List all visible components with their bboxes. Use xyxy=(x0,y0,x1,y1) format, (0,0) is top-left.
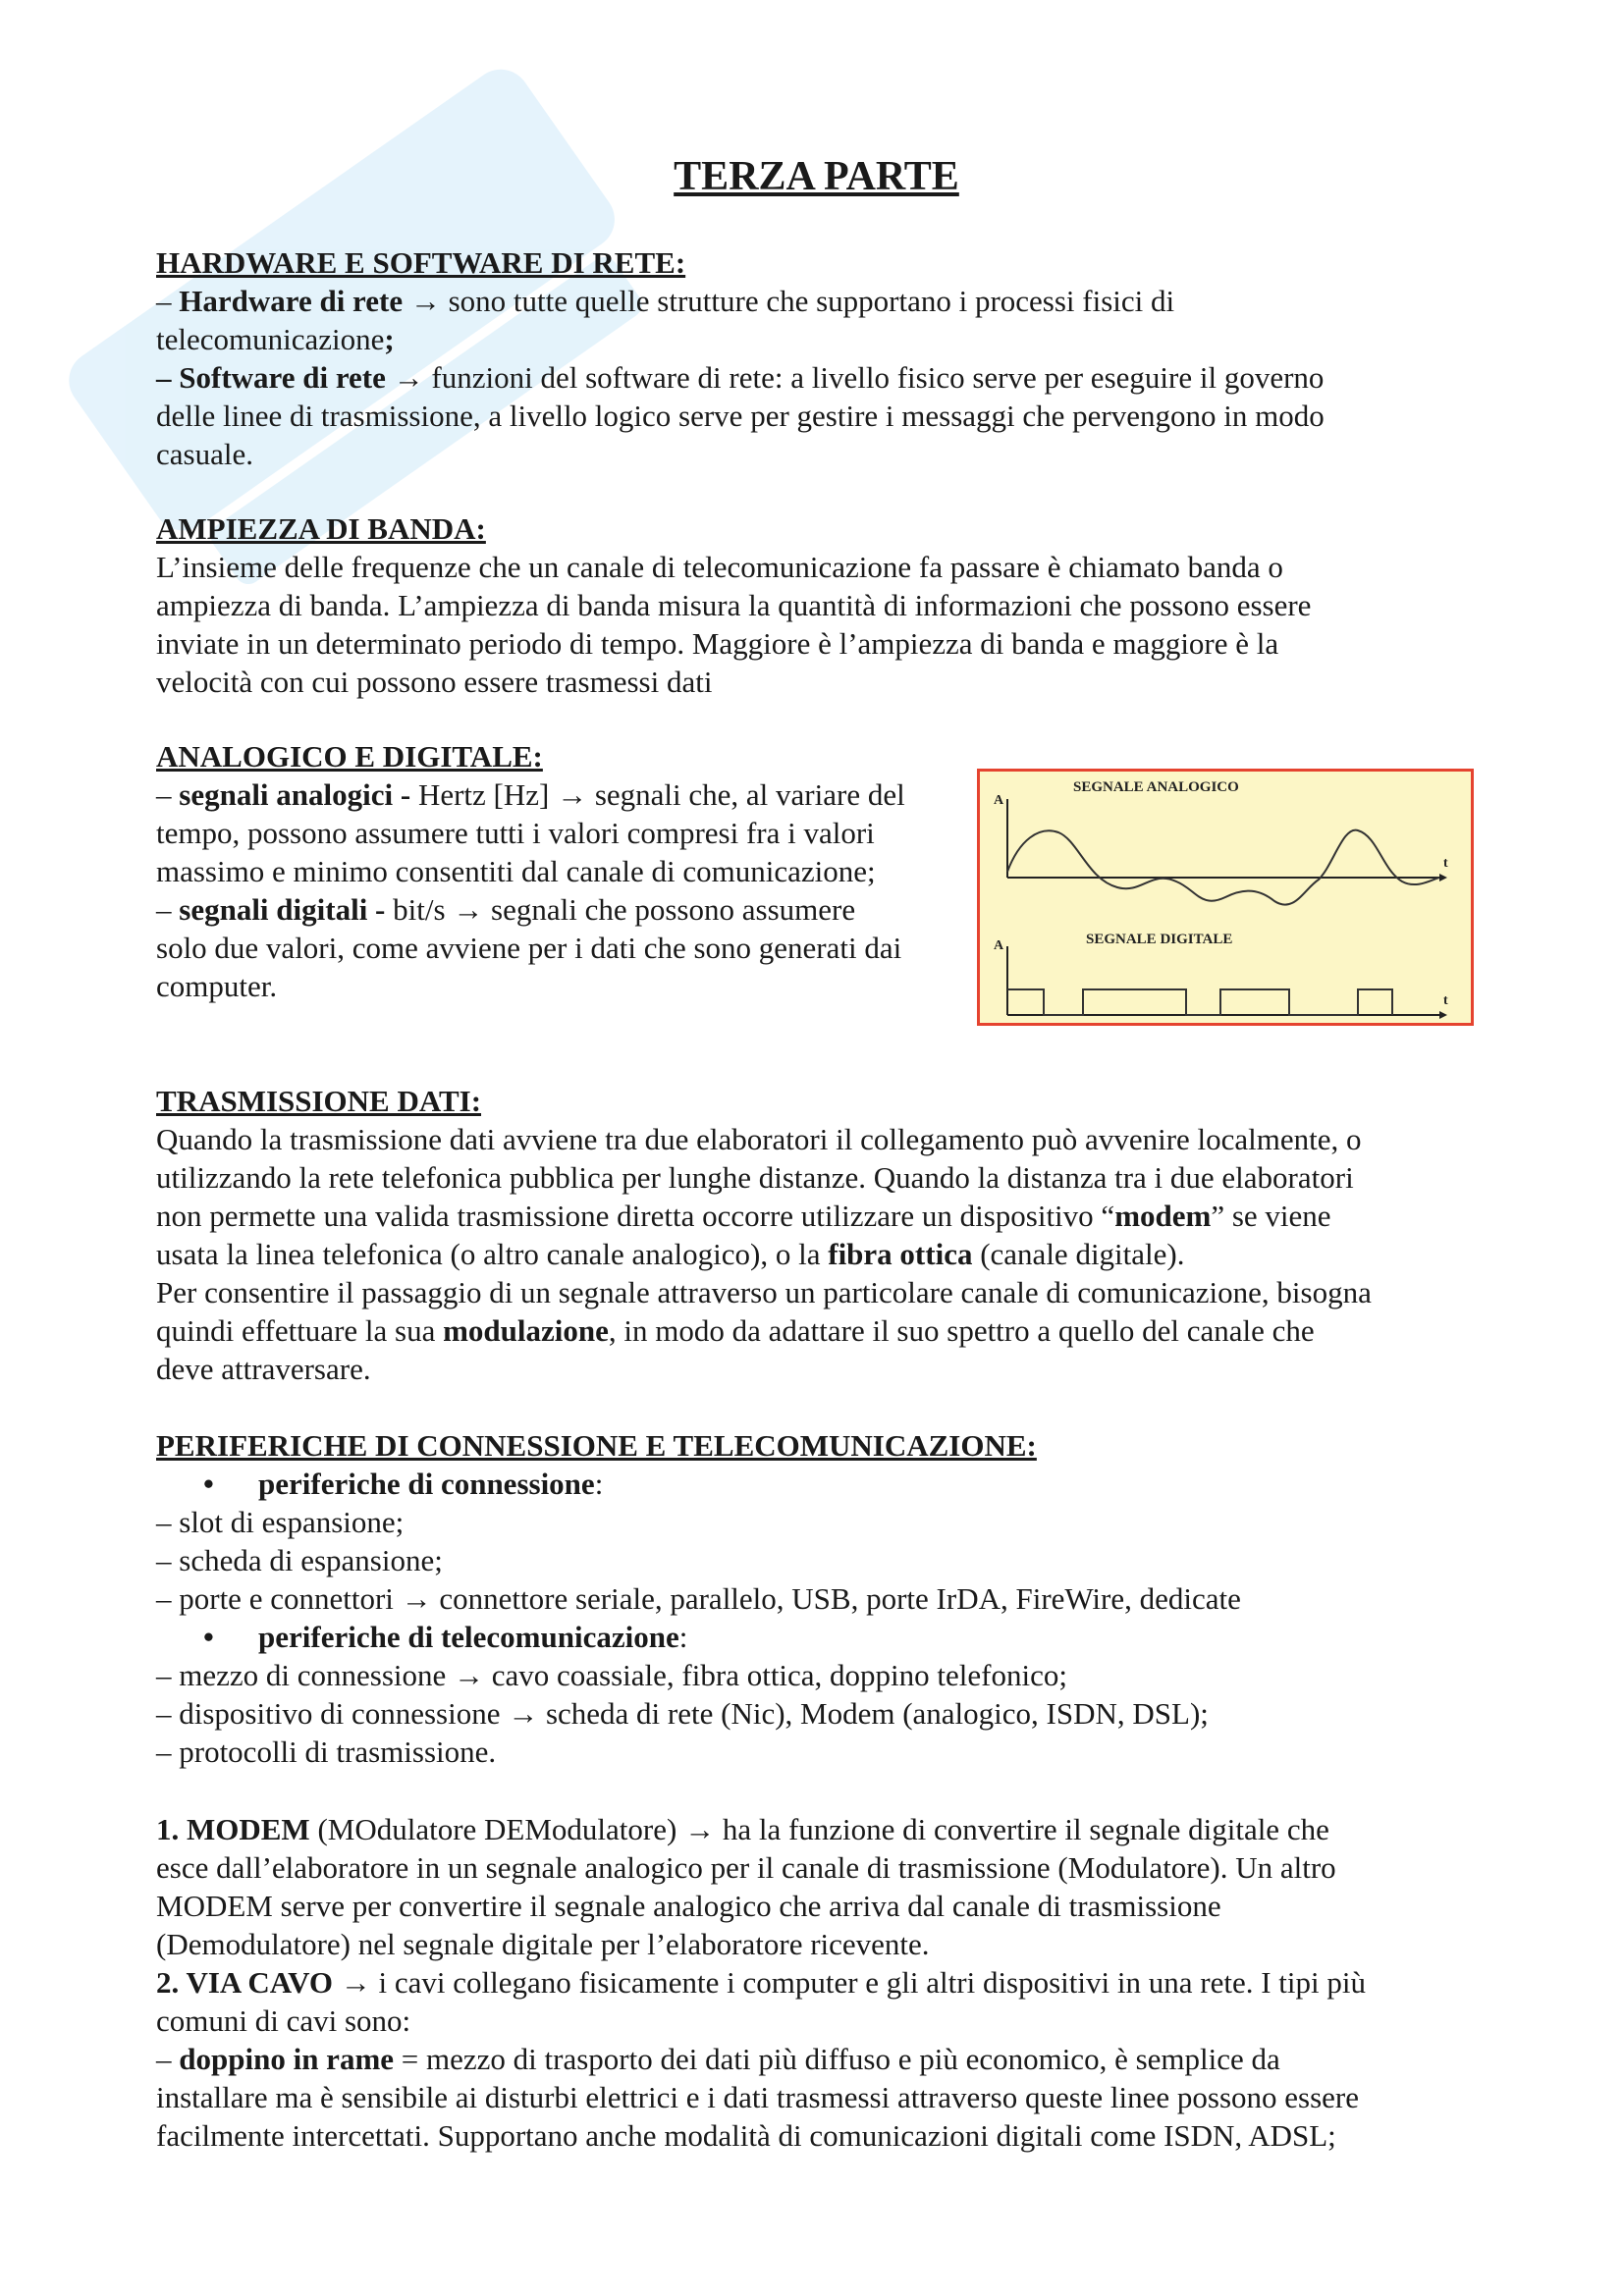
paragraph-line: comuni di cavi sono: xyxy=(156,2003,411,2038)
term-analog: segnali analogici - xyxy=(179,777,411,812)
paragraph-line: solo due valori, come avviene per i dati che sono generati dai xyxy=(156,931,902,965)
digital-axis-a: A xyxy=(994,938,1004,953)
signal-figure xyxy=(977,769,1474,1026)
paragraph-line: – segnali analogici - Hertz [Hz] → segnali che, al variare del xyxy=(156,777,905,812)
term-modem-heading: 1. MODEM xyxy=(156,1812,310,1846)
paragraph-line: 2. VIA CAVO → i cavi collegano fisicamente i computer e gli altri dispositivi in una rete. I tipi più xyxy=(156,1965,1366,2000)
analog-axis-a: A xyxy=(994,793,1004,808)
term-digital: segnali digitali - xyxy=(179,892,386,927)
paragraph-line: delle linee di trasmissione, a livello logico serve per gestire i messaggi che pervengono in modo xyxy=(156,399,1325,433)
section-heading: PERIFERICHE DI CONNESSIONE E TELECOMUNICAZIONE: xyxy=(156,1428,1037,1463)
paragraph-line: inviate in un determinato periodo di tempo. Maggiore è l’ampiezza di banda e maggiore è la xyxy=(156,626,1279,661)
section-bandwidth xyxy=(156,509,1311,701)
signal-diagram xyxy=(980,772,1471,1023)
digital-axis-t: t xyxy=(1443,993,1448,1008)
paragraph-line: Per consentire il passaggio di un segnale attraverso un particolare canale di comunicazione, bisogna xyxy=(156,1275,1372,1309)
section-heading: AMPIEZZA DI BANDA: xyxy=(156,511,486,546)
paragraph-line: facilmente intercettati. Supportano anche modalità di comunicazioni digitali come ISDN, ADSL; xyxy=(156,2118,1336,2153)
list-bullet-connection: • periferiche di connessione: xyxy=(203,1467,604,1501)
paragraph-line: (Demodulatore) nel segnale digitale per l’elaboratore ricevente. xyxy=(156,1927,930,1961)
page-title: TERZA PARTE xyxy=(674,154,959,199)
paragraph-line: – doppino in rame = mezzo di trasporto dei dati più diffuso e più economico, è semplice da xyxy=(156,2042,1280,2076)
list-item: – protocolli di trasmissione. xyxy=(156,1735,497,1769)
paragraph-line: utilizzando la rete telefonica pubblica per lunghe distanze. Quando la distanza tra i due elaboratori xyxy=(156,1160,1354,1195)
paragraph-line: ampiezza di banda. L’ampiezza di banda misura la quantità di informazioni che possono essere xyxy=(156,588,1312,622)
paragraph-line: telecomunicazione; xyxy=(156,322,395,356)
paragraph-line: installare ma è sensibile ai disturbi elettrici e i dati trasmessi attraverso queste linee possono essere xyxy=(156,2080,1359,2114)
paragraph-line: MODEM serve per convertire il segnale analogico che arriva dal canale di trasmissione xyxy=(156,1889,1221,1923)
analog-axis-t: t xyxy=(1443,856,1448,871)
list-item: – mezzo di connessione → cavo coassiale, fibra ottica, doppino telefonico; xyxy=(156,1658,1067,1692)
term-hardware: Hardware di rete xyxy=(179,284,404,318)
analog-x-arrow xyxy=(1439,874,1447,881)
paragraph-line: velocità con cui possono essere trasmessi dati xyxy=(156,665,713,699)
paragraph-line: 1. MODEM (MOdulatore DEModulatore) → ha la funzione di convertire il segnale digitale che xyxy=(156,1812,1329,1846)
term-software: Software di rete xyxy=(179,360,386,395)
digital-signal-label: SEGNALE DIGITALE xyxy=(1086,932,1233,947)
list-item: – slot di espansione; xyxy=(156,1505,405,1539)
paragraph-line: – Hardware di rete → sono tutte quelle strutture che supportano i processi fisici di xyxy=(156,284,1175,318)
paragraph-line: tempo, possono assumere tutti i valori compresi fra i valori xyxy=(156,816,875,850)
list-item: – scheda di espansione; xyxy=(156,1543,443,1577)
section-analog-digital xyxy=(156,737,905,1005)
term-modulation: modulazione xyxy=(443,1313,609,1348)
section-transmission xyxy=(156,1082,1372,1388)
section-peripherals xyxy=(156,1426,1241,1771)
section-heading: ANALOGICO E DIGITALE: xyxy=(156,739,543,774)
paragraph-line: computer. xyxy=(156,969,278,1003)
list-item: – porte e connettori → connettore seriale, parallelo, USB, porte IrDA, FireWire, dedicate xyxy=(156,1581,1241,1616)
analog-signal-label: SEGNALE ANALOGICO xyxy=(1073,779,1239,795)
digital-x-arrow xyxy=(1439,1011,1447,1019)
paragraph-line: L’insieme delle frequenze che un canale di telecomunicazione fa passare è chiamato banda o xyxy=(156,550,1283,584)
paragraph-line: usata la linea telefonica (o altro canale analogico), o la fibra ottica (canale digitale). xyxy=(156,1237,1185,1271)
term-fiber: fibra ottica xyxy=(828,1237,973,1271)
term-cable-heading: 2. VIA CAVO xyxy=(156,1965,333,2000)
term-modem: modem xyxy=(1114,1199,1212,1233)
paragraph-line: – segnali digitali - bit/s → segnali che possono assumere xyxy=(156,892,856,927)
analog-wave xyxy=(1007,830,1439,905)
paragraph-line: esce dall’elaboratore in un segnale analogico per il canale di trasmissione (Modulatore). Un altro xyxy=(156,1850,1336,1885)
paragraph-line: non permette una valida trasmissione diretta occorre utilizzare un dispositivo “modem” se viene xyxy=(156,1199,1331,1233)
section-modem-cable xyxy=(156,1810,1366,2155)
digital-wave xyxy=(1007,989,1392,1015)
paragraph-line: quindi effettuare la sua modulazione, in modo da adattare il suo spettro a quello del canale che xyxy=(156,1313,1315,1348)
paragraph-line: Quando la trasmissione dati avviene tra due elaboratori il collegamento può avvenire localmente, o xyxy=(156,1122,1362,1156)
list-item: – dispositivo di connessione → scheda di rete (Nic), Modem (analogico, ISDN, DSL); xyxy=(156,1696,1209,1731)
section-heading: HARDWARE E SOFTWARE DI RETE: xyxy=(156,245,686,280)
term-copper: doppino in rame xyxy=(179,2042,395,2076)
paragraph-line: deve attraversare. xyxy=(156,1352,371,1386)
paragraph-line: casuale. xyxy=(156,437,253,471)
section-hardware-software xyxy=(156,243,1325,473)
paragraph-line: massimo e minimo consentiti dal canale di comunicazione; xyxy=(156,854,876,888)
paragraph-line: – Software di rete → funzioni del software di rete: a livello fisico serve per eseguire il governo xyxy=(156,360,1325,395)
section-heading: TRASMISSIONE DATI: xyxy=(156,1084,482,1118)
list-bullet-telecom: • periferiche di telecomunicazione: xyxy=(203,1620,688,1654)
